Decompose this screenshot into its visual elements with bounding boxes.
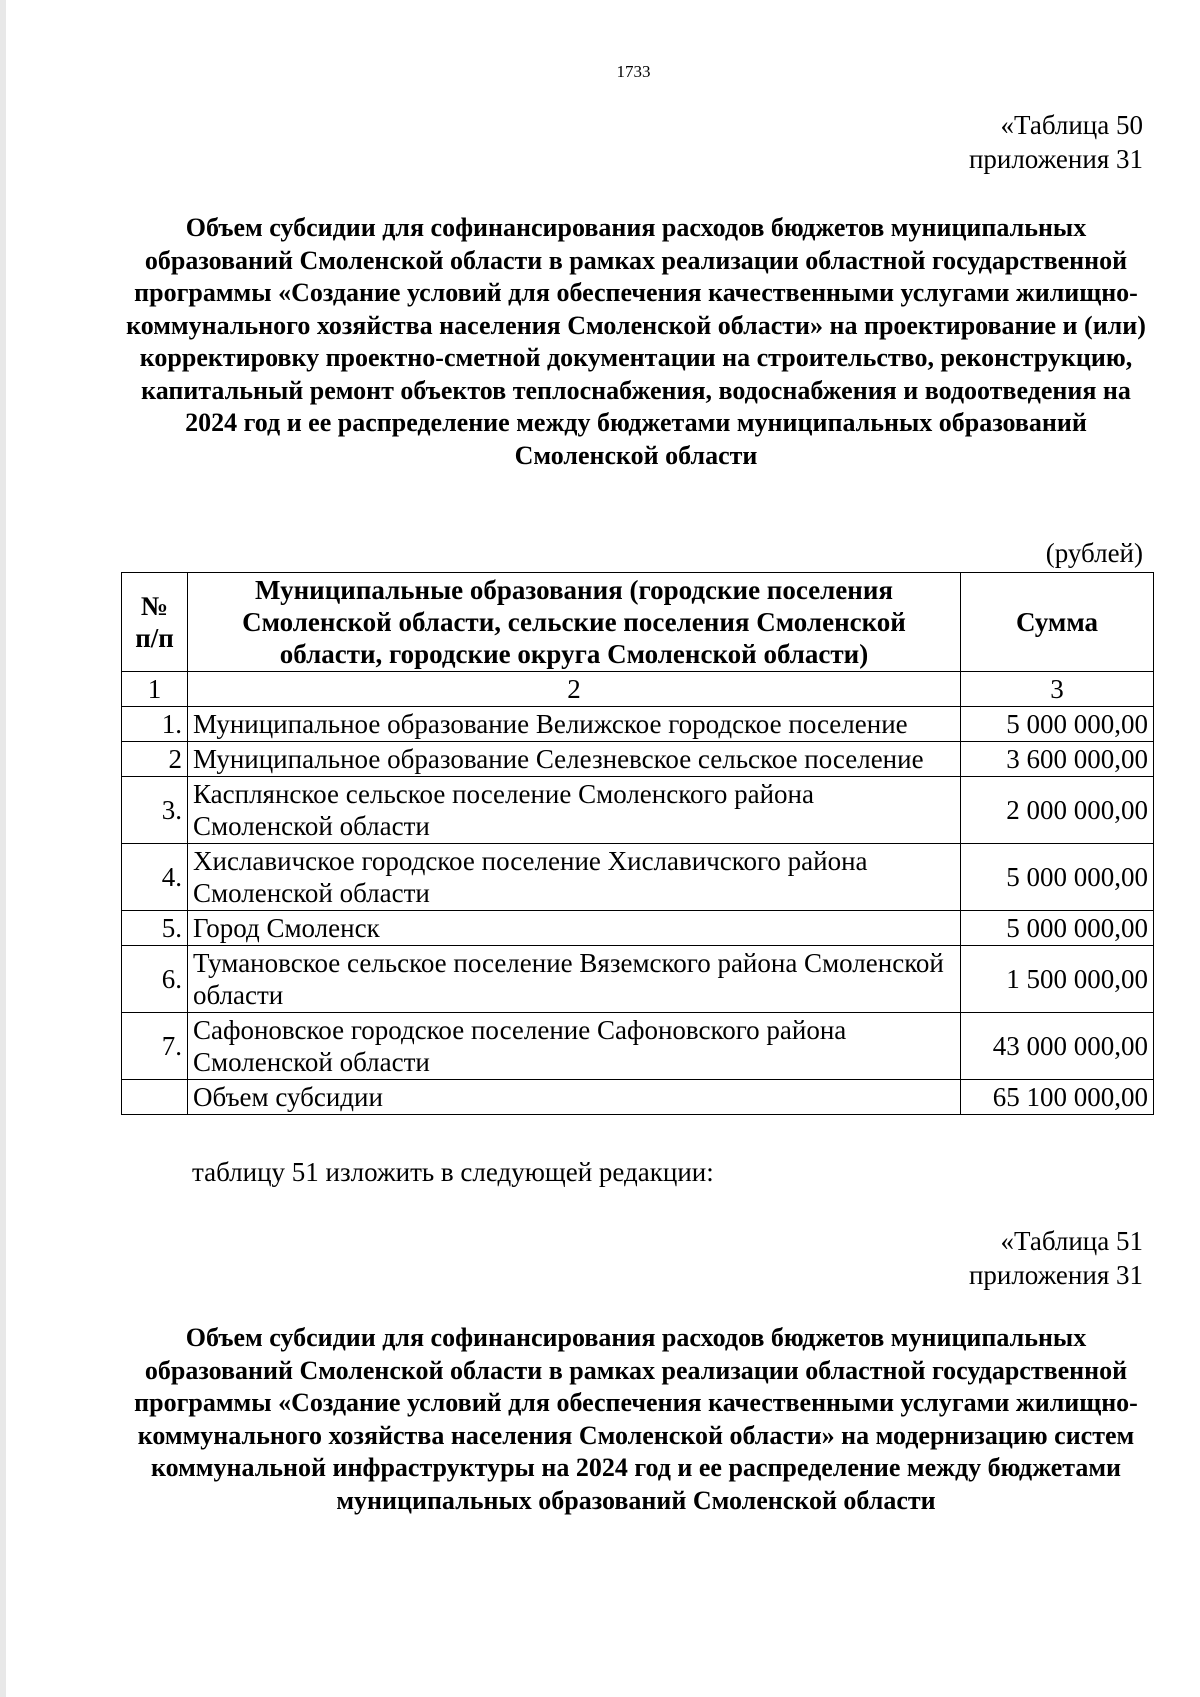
row-number: 4. [122, 844, 188, 911]
row-number: 6. [122, 946, 188, 1013]
column-index-row [122, 672, 1154, 707]
page-number: 1733 [616, 62, 651, 81]
table51-ref-line2: приложения 31 [968, 1260, 1143, 1290]
table-header-row [122, 573, 1154, 672]
row-sum: 5 000 000,00 [961, 844, 1154, 911]
row-number: 1. [122, 707, 188, 742]
units-label: (рублей) [1045, 538, 1143, 568]
row-municipality: Сафоновское городское поселение Сафоновского района Смоленской области [188, 1013, 961, 1080]
row-number: 5. [122, 911, 188, 946]
row-municipality: Муниципальное образование Велижское городское поселение [188, 707, 961, 742]
row-municipality: Касплянское сельское поселение Смоленского района Смоленской области [188, 777, 961, 844]
table51-reference [969, 1224, 1143, 1292]
header-sum: Сумма [961, 573, 1154, 672]
table-row [122, 1013, 1154, 1080]
row-municipality: Город Смоленск [188, 911, 961, 946]
total-label: Объем субсидии [188, 1080, 961, 1115]
table50-title: Объем субсидии для софинансирования расходов бюджетов муниципальных образований Смоленской области в рамках реализации областной государственной программы «Создание условий для обеспечения качественными услугами жилищно-коммунального хозяйства населения Смоленской области» на проектирование и (или) корректировку проектно-сметной документации на строительство, реконструкцию, капитальный ремонт объектов теплоснабжения, водоснабжения и водоотведения на 2024 год и ее распределение между бюджетами муниципальных образований Смоленской области [126, 213, 1146, 470]
column-index: 1 [122, 672, 188, 707]
amendment-note: таблицу 51 изложить в следующей редакции: [192, 1157, 714, 1187]
table50-ref-line2: приложения 31 [968, 144, 1143, 174]
table-row [122, 707, 1154, 742]
table51-title: Объем субсидии для софинансирования расходов бюджетов муниципальных образований Смоленской области в рамках реализации областной государственной программы «Создание условий для обеспечения качественными услугами жилищно-коммунального хозяйства населения Смоленской области» на модернизацию систем коммунальной инфраструктуры на 2024 год и ее распределение между бюджетами муниципальных образований Смоленской области [134, 1323, 1138, 1515]
table50-ref-line1: «Таблица 50 [1000, 110, 1143, 140]
row-sum: 3 600 000,00 [961, 742, 1154, 777]
row-number: 2 [122, 742, 188, 777]
table-row [122, 777, 1154, 844]
table-row [122, 911, 1154, 946]
subsidy-table [121, 572, 1154, 1115]
column-index: 2 [188, 672, 961, 707]
row-sum: 1 500 000,00 [961, 946, 1154, 1013]
row-municipality: Хиславичское городское поселение Хиславичского района Смоленской области [188, 844, 961, 911]
row-sum: 5 000 000,00 [961, 707, 1154, 742]
table-row [122, 946, 1154, 1013]
row-sum: 43 000 000,00 [961, 1013, 1154, 1080]
table51-ref-line1: «Таблица 51 [1000, 1226, 1143, 1256]
column-index: 3 [961, 672, 1154, 707]
row-number: 3. [122, 777, 188, 844]
header-number: № п/п [122, 573, 188, 672]
table50-reference [969, 108, 1143, 176]
table-row [122, 742, 1154, 777]
row-number: 7. [122, 1013, 188, 1080]
row-sum: 2 000 000,00 [961, 777, 1154, 844]
header-municipality: Муниципальные образования (городские поселения Смоленской области, сельские поселения Смоленской области, городские округа Смоленской области) [188, 573, 961, 672]
table-row [122, 844, 1154, 911]
table-total-row [122, 1080, 1154, 1115]
row-municipality: Муниципальное образование Селезневское сельское поселение [188, 742, 961, 777]
total-number [122, 1080, 188, 1115]
row-sum: 5 000 000,00 [961, 911, 1154, 946]
row-municipality: Тумановское сельское поселение Вяземского района Смоленской области [188, 946, 961, 1013]
total-sum: 65 100 000,00 [961, 1080, 1154, 1115]
